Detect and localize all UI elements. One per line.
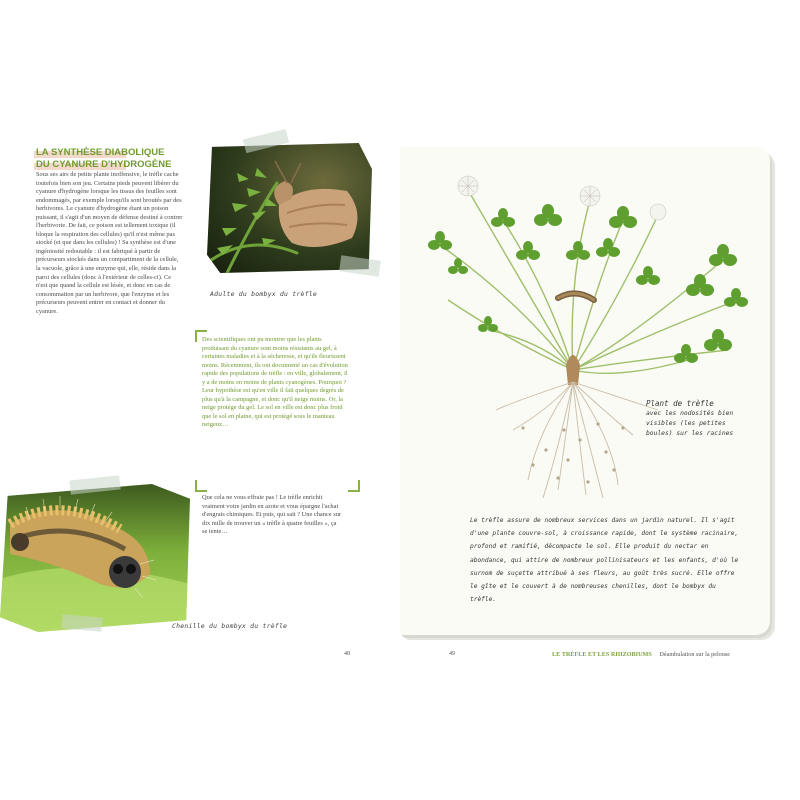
moth-caption: Adulte du bombyx du trèfle — [210, 290, 317, 298]
callout-bracket — [348, 480, 360, 492]
moth-photo — [207, 143, 372, 273]
running-head — [552, 651, 730, 658]
running-head-section: Déambulation sur la pelouse — [659, 651, 731, 658]
tape-decoration — [339, 255, 381, 276]
page-number-left: 48 — [344, 651, 350, 657]
callout-text: Des scientifiques ont pu montrer que les plants produisant du cyanure sont moins résistants au gel, à certaines maladies et à la sécheresse, et qu'ils fleurissent moins. Récemment, ils ont documenté un cas d'évolution rapide des populations de trèfle : en ville, globalement, il y a de moins en moins de plants cyanogènes. Pourquoi ? Leur hypothèse est qu'en ville il fait quelques degrés de plus qu'à la campagne, et donc qu'il neige moins. Or, la neige protège du gel. Le sol en ville est donc plus froid que le sol en plaine, qui est protégé sous le manteau neigeux… — [202, 336, 348, 429]
plant-label — [646, 399, 746, 439]
section-heading-line1: LA SYNTHÈSE DIABOLIQUE — [36, 147, 196, 159]
callout-bracket — [195, 480, 207, 492]
caterpillar-photo — [0, 484, 190, 632]
caterpillar-caption: Chenille du bombyx du trèfle — [172, 622, 288, 630]
plant-label-title: Plant de trèfle — [646, 399, 714, 408]
body-text-column-1: Sous ses airs de petite plante inoffensive, le trèfle cache toutefois bien son jeu. Certains pieds peuvent libérer du cyanure d'hydrogène lorsque les tissus des feuilles sont endommagés, par exemple lorsqu'ils sont broutés par des herbivores. Le cyanure d'hydrogène étant un poison puissant, il s'agit d'un moyen de défense destiné à contrer l'herbivorie. De fait, ce poison est tellement toxique (il bloque la respiration des cellules) qu'il n'est même pas stocké (et que dans les cellules) ! Sa synthèse est d'une ingéniosité redoutable : il est fabriqué à partir de précurseurs stockés dans un compartiment de la cellule, la vacuole, grâce à une enzyme qui, elle, réside dans la paroi des cellules (donc à l'extérieur de celles-ci). Ce n'est que quand la cellule est lésée, et donc en cas de consommation par un herbivore, que l'enzyme et les précurseurs peuvent entrer en contact et donner du cyanure. — [36, 171, 183, 315]
section-heading — [36, 147, 196, 171]
section-heading-line2: DU CYANURE D'HYDROGÈNE — [36, 159, 196, 171]
page-number-right: 49 — [449, 651, 455, 657]
plant-label-text: avec les nodosités bien visibles (les petites boules) sur les racines — [646, 410, 734, 437]
clover-plant-illustration — [418, 160, 758, 500]
body-text-column-3: Que cela ne vous effraie pas ! Le trèfle enrichit vraiment votre jardin en azote et vous épargne l'achat d'engrais chimiques. Et puis, qui sait ? Une chance sur dix mille de trouver un « trèfle à quatre feuilles », ça se tente… — [202, 494, 342, 536]
running-head-title: LE TRÈFLE ET LES RHIZOBIUMS — [552, 651, 652, 658]
handwritten-paragraph: Le trèfle assure de nombreux services dans un jardin naturel. Il s'agit d'une plante couvre-sol, à croissance rapide, dont le système racinaire, profond et ramifié, décompacte le sol. Elle produit du nectar en abondance, qui attire de nombreux pollinisateurs et les enfants, d'où le surnom de suçette attribué à ses fleurs, au goût très sucré. Elle offre le gîte et le couvert à de nombreuses chenilles, dont le bombyx du trèfle. — [470, 517, 739, 604]
